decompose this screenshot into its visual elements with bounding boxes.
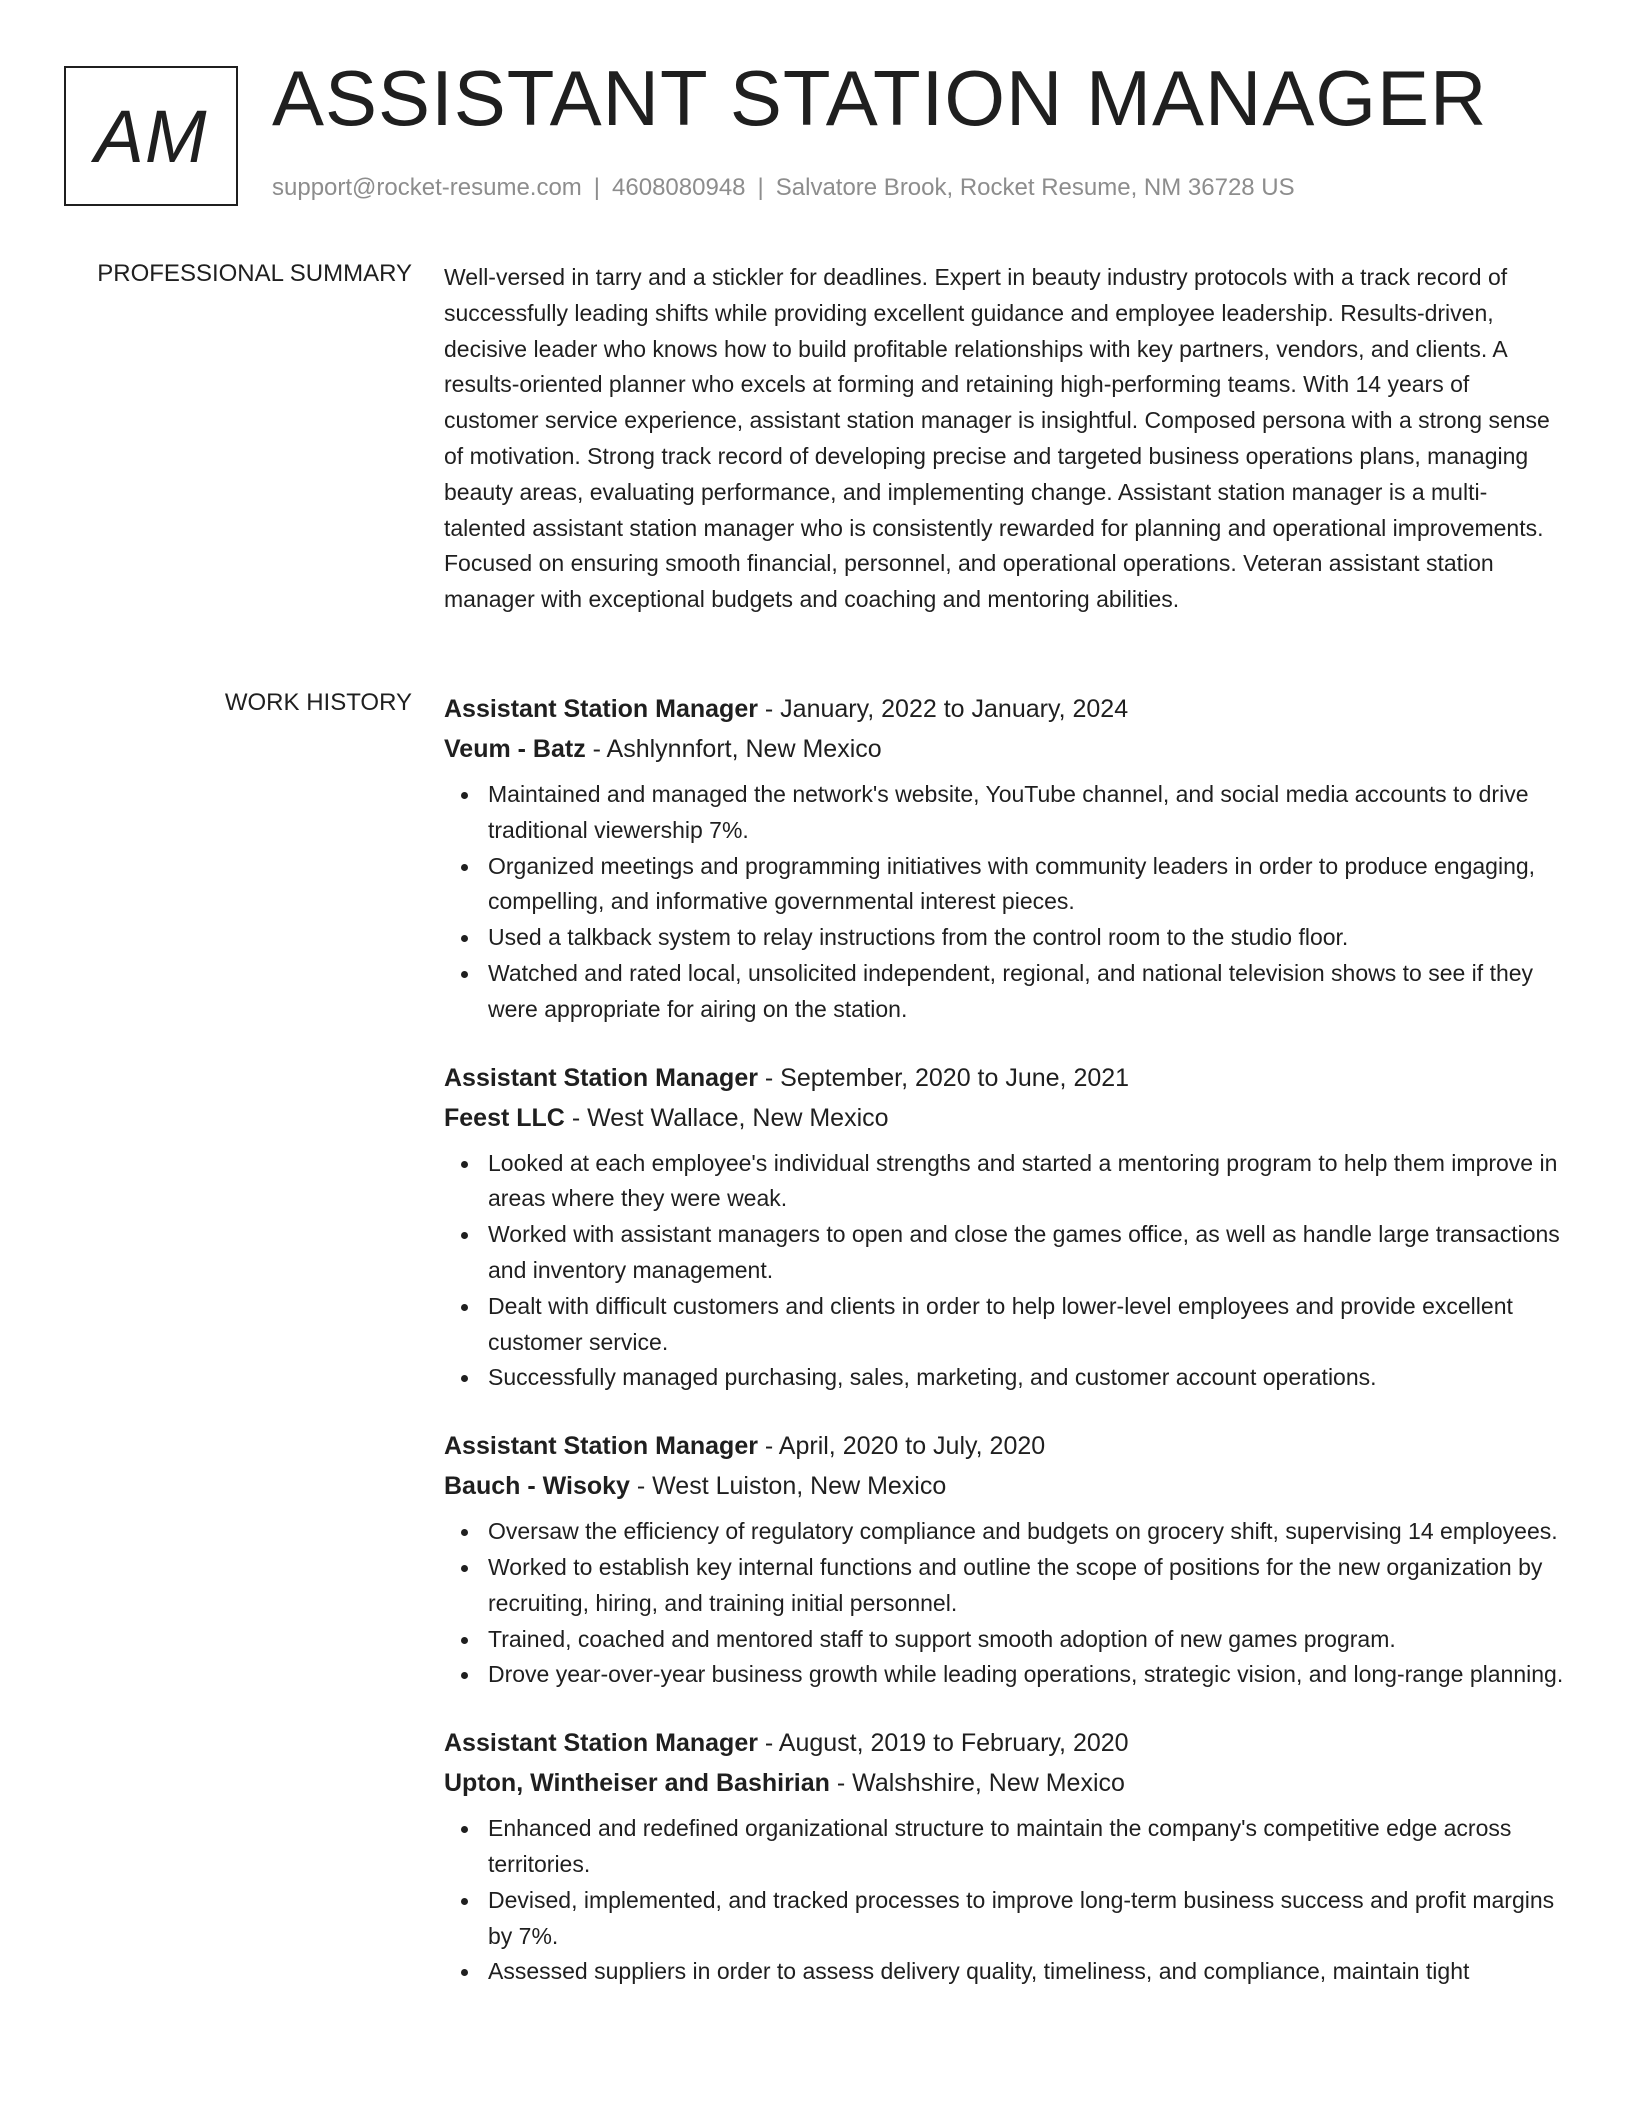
job-title-line (444, 689, 1564, 729)
job-title: Assistant Station Manager (444, 1432, 758, 1461)
job-company-line (444, 1098, 1564, 1138)
bullet-item: Successfully managed purchasing, sales, marketing, and customer account operations. (488, 1360, 1564, 1396)
bullet-item: Worked to establish key internal functions and outline the scope of positions for the new organization by recruiting, hiring, and training initial personnel. (488, 1550, 1564, 1622)
job-company: Veum - Batz (444, 735, 586, 763)
job-entry (444, 1058, 1564, 1397)
bullet-item: Used a talkback system to relay instructions from the control room to the studio floor. (488, 920, 1564, 956)
job-entry (444, 1426, 1564, 1693)
contact-separator: | (593, 174, 601, 201)
bullet-item: Organized meetings and programming initiatives with community leaders in order to produce engaging, compelling, and informative governmental interest pieces. (488, 849, 1564, 921)
job-location: - West Luiston, New Mexico (636, 1472, 947, 1501)
job-bullets (444, 777, 1564, 1028)
contact-line (272, 174, 1295, 202)
job-list (444, 689, 1564, 2020)
contact-phone: 4608080948 (612, 174, 746, 201)
contact-email: support@rocket-resume.com (272, 174, 582, 201)
monogram-initials: AM (94, 94, 208, 178)
bullet-item: Drove year-over-year business growth while leading operations, strategic vision, and long-range planning. (488, 1657, 1564, 1693)
contact-address: Salvatore Brook, Rocket Resume, NM 36728 US (775, 174, 1295, 201)
monogram-box (64, 66, 238, 206)
contact-separator: | (757, 174, 764, 201)
job-bullets (444, 1811, 1564, 1990)
job-title-line (444, 1058, 1564, 1098)
job-location: - Ashlynnfort, New Mexico (592, 735, 882, 763)
bullet-item: Enhanced and redefined organizational structure to maintain the company's competitive edge across territories. (488, 1811, 1564, 1883)
job-dates: - April, 2020 to July, 2020 (764, 1432, 1046, 1461)
bullet-item: Devised, implemented, and tracked processes to improve long-term business success and profit margins by 7%. (488, 1883, 1564, 1955)
job-entry (444, 1723, 1564, 1990)
bullet-item: Watched and rated local, unsolicited independent, regional, and national television shows to see if they were appropriate for airing on the station. (488, 956, 1564, 1028)
job-title: Assistant Station Manager (444, 1729, 758, 1758)
job-title: Assistant Station Manager (444, 695, 758, 723)
bullet-item: Worked with assistant managers to open and close the games office, as well as handle large transactions and inventory management. (488, 1217, 1564, 1289)
job-company: Feest LLC (444, 1103, 565, 1132)
bullet-item: Assessed suppliers in order to assess delivery quality, timeliness, and compliance, maintain tight (488, 1954, 1564, 1990)
bullet-item: Looked at each employee's individual strengths and started a mentoring program to help them improve in areas where they were weak. (488, 1146, 1564, 1218)
job-company-line (444, 1763, 1564, 1803)
summary-heading: PROFESSIONAL SUMMARY (97, 260, 412, 287)
job-entry (444, 689, 1564, 1028)
job-company-line (444, 1466, 1564, 1506)
job-company: Upton, Wintheiser and Bashirian (444, 1769, 830, 1798)
job-dates: - September, 2020 to June, 2021 (764, 1063, 1130, 1092)
job-company-line (444, 729, 1564, 769)
job-dates: - January, 2022 to January, 2024 (764, 695, 1129, 723)
job-title-line (444, 1723, 1564, 1763)
bullet-item: Oversaw the efficiency of regulatory compliance and budgets on grocery shift, supervising 14 employees. (488, 1514, 1564, 1550)
work-history-heading: WORK HISTORY (224, 689, 412, 716)
bullet-item: Dealt with difficult customers and clients in order to help lower-level employees and provide excellent customer service. (488, 1289, 1564, 1361)
resume-title: ASSISTANT STATION MANAGER (272, 54, 1488, 142)
job-dates: - August, 2019 to February, 2020 (764, 1729, 1129, 1758)
bullet-item: Maintained and managed the network's website, YouTube channel, and social media accounts to drive traditional viewership 7%. (488, 777, 1564, 849)
job-title-line (444, 1426, 1564, 1466)
bullet-item: Trained, coached and mentored staff to support smooth adoption of new games program. (488, 1622, 1564, 1658)
job-bullets (444, 1514, 1564, 1693)
summary-text: Well-versed in tarry and a stickler for deadlines. Expert in beauty industry protocols with a track record of successfully leading shifts while providing excellent guidance and employee leadership. Results-driven, decisive leader who knows how to build profitable relationships with key partners, vendors, and clients. A results-oriented planner who excels at forming and retaining high-performing teams. With 14 years of customer service experience, assistant station manager is insightful. Composed persona with a strong sense of motivation. Strong track record of developing precise and targeted business operations plans, managing beauty areas, evaluating performance, and implementing change. Assistant station manager is a multi-talented assistant station manager who is consistently rewarded for planning and operational improvements. Focused on ensuring smooth financial, personnel, and operational operations. Veteran assistant station manager with exceptional budgets and coaching and mentoring abilities. (444, 264, 1550, 613)
job-bullets (444, 1146, 1564, 1397)
job-location: - West Wallace, New Mexico (571, 1103, 889, 1132)
job-location: - Walshshire, New Mexico (836, 1769, 1125, 1798)
job-company: Bauch - Wisoky (444, 1472, 630, 1501)
job-title: Assistant Station Manager (444, 1063, 758, 1092)
